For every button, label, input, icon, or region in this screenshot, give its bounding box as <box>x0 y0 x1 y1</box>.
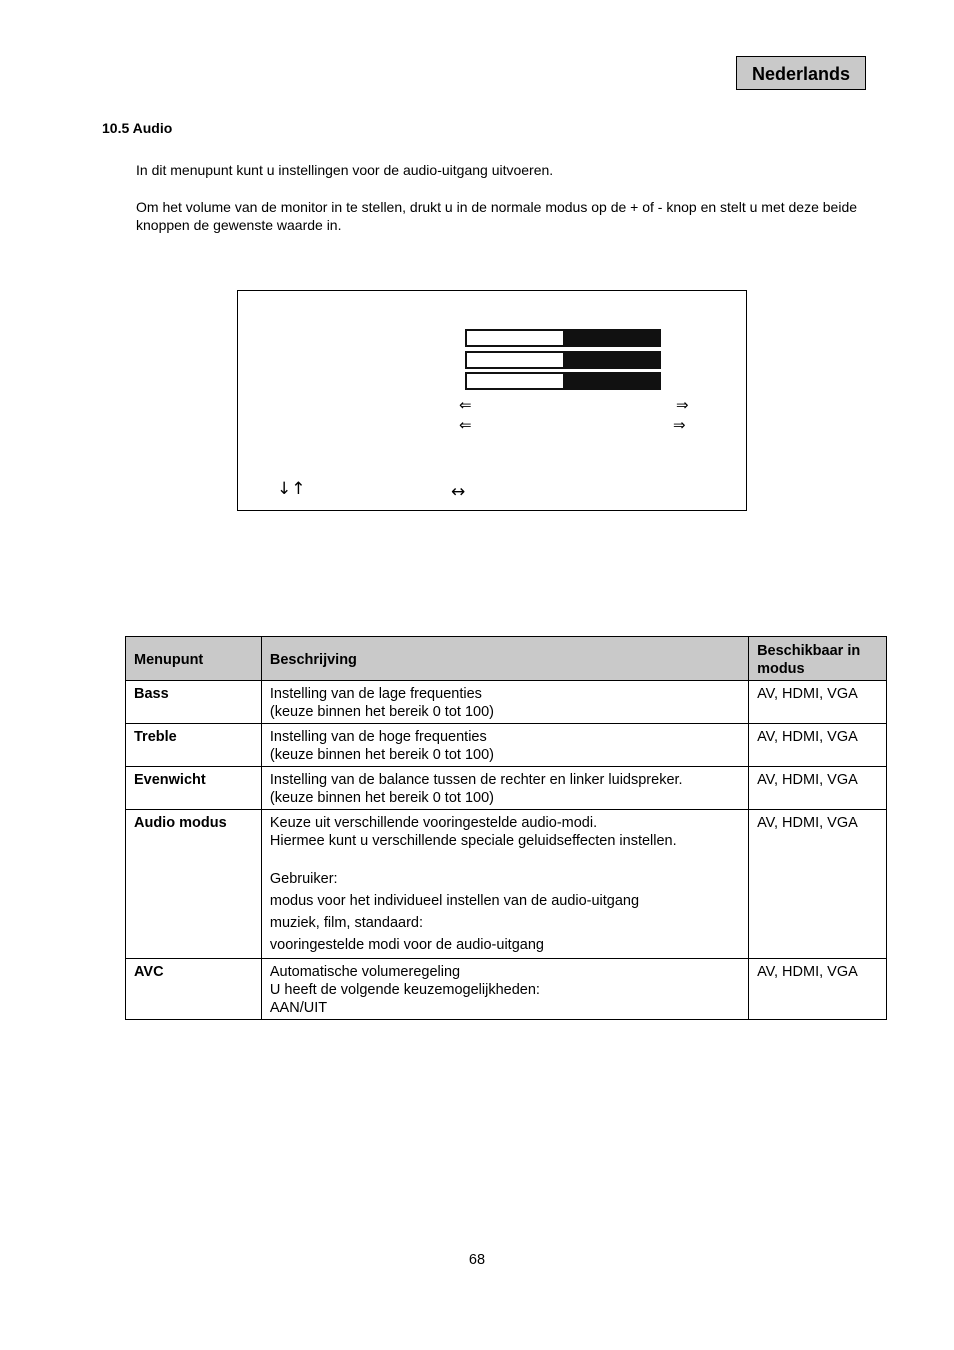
osd-level-fill-2 <box>467 353 564 367</box>
osd-level-bar-1 <box>465 329 661 347</box>
description-line: vooringestelde modi voor de audio-uitgang <box>269 937 544 953</box>
left-right-arrow-icon: ↔ <box>451 482 466 502</box>
description-line: Gebruiker: <box>269 871 338 887</box>
menu-item-description <box>261 959 748 1020</box>
description-line: Keuze uit verschillende vooringestelde audio-modi. <box>269 815 598 831</box>
table-row <box>126 767 887 810</box>
language-badge: Nederlands <box>736 56 866 90</box>
volume-paragraph: Om het volume van de monitor in te stellen, drukt u in de normale modus op de + of - knop en stelt u met deze beide knoppen de gewenste waarde in. <box>136 199 858 233</box>
description-line: Instelling van de lage frequenties <box>269 686 482 702</box>
menu-item-name: Evenwicht <box>126 767 262 810</box>
description-line: AAN/UIT <box>269 1000 328 1016</box>
page-number: 68 <box>468 1252 486 1268</box>
description-line: modus voor het individueel instellen van de audio-uitgang <box>269 893 640 909</box>
menu-item-modes: AV, HDMI, VGA <box>749 810 887 959</box>
column-header-beschrijving: Beschrijving <box>261 637 748 681</box>
description-line: Instelling van de balance tussen de rechter en linker luidspreker. <box>269 772 683 788</box>
menu-item-description <box>261 724 748 767</box>
description-line <box>270 850 740 868</box>
table-row <box>126 810 887 959</box>
menu-item-description <box>261 681 748 724</box>
section-heading: 10.5 Audio <box>102 120 173 136</box>
menu-item-modes: AV, HDMI, VGA <box>749 959 887 1020</box>
description-line: (keuze binnen het bereik 0 tot 100) <box>269 790 494 806</box>
menu-item-modes: AV, HDMI, VGA <box>749 767 887 810</box>
description-line: muziek, film, standaard: <box>269 915 423 931</box>
column-header-beschikbaar: Beschikbaar in modus <box>749 637 887 681</box>
menu-item-name: Treble <box>126 724 262 767</box>
osd-audio-menu <box>237 290 747 511</box>
menu-item-name: Audio modus <box>126 810 262 959</box>
menu-item-name: Bass <box>126 681 262 724</box>
menu-item-description <box>261 767 748 810</box>
description-line: Instelling van de hoge frequenties <box>269 729 487 745</box>
audio-settings-table <box>125 636 887 1020</box>
osd-level-fill-3 <box>467 374 564 388</box>
table-row <box>126 724 887 767</box>
intro-paragraph: In dit menupunt kunt u instellingen voor de audio-uitgang uitvoeren. <box>136 162 554 178</box>
table-row <box>126 681 887 724</box>
description-line: Automatische volumeregeling <box>269 964 461 980</box>
table-row <box>126 959 887 1020</box>
osd-level-bar-2 <box>465 351 661 369</box>
description-line: U heeft de volgende keuzemogelijkheden: <box>269 982 540 998</box>
menu-item-modes: AV, HDMI, VGA <box>749 724 887 767</box>
description-line: (keuze binnen het bereik 0 tot 100) <box>269 747 494 763</box>
up-down-arrows-icon: ↓↑ <box>277 479 306 499</box>
menu-item-description <box>261 810 748 959</box>
right-double-arrow-icon: ⇒ <box>673 416 686 434</box>
osd-level-fill-1 <box>467 331 564 345</box>
left-double-arrow-icon: ⇐ <box>459 416 472 434</box>
osd-level-bar-3 <box>465 372 661 390</box>
left-double-arrow-icon: ⇐ <box>459 396 472 414</box>
description-line: (keuze binnen het bereik 0 tot 100) <box>269 704 494 720</box>
column-header-menupunt: Menupunt <box>126 637 262 681</box>
menu-item-name: AVC <box>126 959 262 1020</box>
right-double-arrow-icon: ⇒ <box>676 396 689 414</box>
menu-item-modes: AV, HDMI, VGA <box>749 681 887 724</box>
description-line: Hiermee kunt u verschillende speciale geluidseffecten instellen. <box>269 833 677 849</box>
